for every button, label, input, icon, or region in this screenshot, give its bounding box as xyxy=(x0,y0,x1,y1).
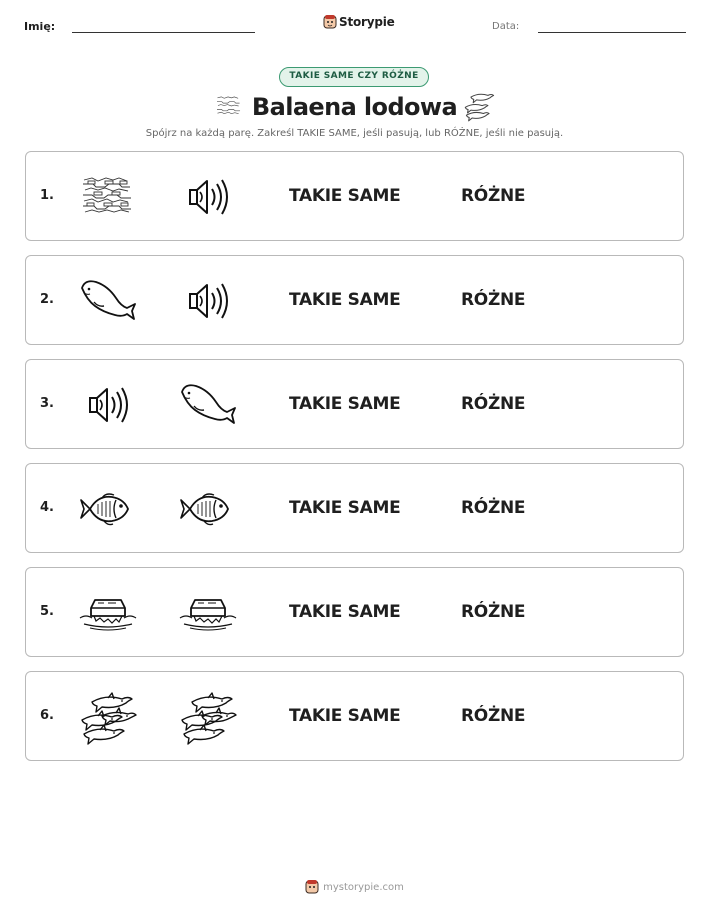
option-same[interactable]: TAKIE SAME xyxy=(289,394,401,414)
footer-url[interactable]: mystorypie.com xyxy=(323,881,404,893)
activity-type-badge: TAKIE SAME CZY RÓŻNE xyxy=(279,67,429,87)
dolphins-icon xyxy=(78,692,138,742)
speaker-icon xyxy=(178,172,238,222)
speaker-icon xyxy=(78,380,138,430)
page-title: Balaena lodowa xyxy=(251,93,458,121)
option-different[interactable]: RÓŻNE xyxy=(461,290,526,310)
option-different[interactable]: RÓŻNE xyxy=(461,498,526,518)
option-different[interactable]: RÓŻNE xyxy=(461,394,526,414)
option-same[interactable]: TAKIE SAME xyxy=(289,602,401,622)
date-field-line[interactable] xyxy=(538,32,686,33)
question-row xyxy=(25,567,684,657)
fish-icon xyxy=(178,484,238,534)
question-number: 6. xyxy=(40,708,54,723)
worksheet-header xyxy=(0,14,709,44)
brand-name: Storypie xyxy=(339,15,395,29)
dolphins-icon xyxy=(463,91,497,123)
question-number: 1. xyxy=(40,188,54,203)
fish-icon xyxy=(78,484,138,534)
question-number: 2. xyxy=(40,292,54,307)
option-same[interactable]: TAKIE SAME xyxy=(289,186,401,206)
storypie-logo-icon xyxy=(305,879,319,895)
title-row xyxy=(0,91,709,125)
option-same[interactable]: TAKIE SAME xyxy=(289,498,401,518)
speaker-icon xyxy=(178,276,238,326)
beluga-whale-icon xyxy=(178,380,238,430)
dolphins-icon xyxy=(178,692,238,742)
question-row xyxy=(25,671,684,761)
question-number: 3. xyxy=(40,396,54,411)
question-row xyxy=(25,463,684,553)
beluga-whale-icon xyxy=(78,276,138,326)
option-same[interactable]: TAKIE SAME xyxy=(289,706,401,726)
question-number: 5. xyxy=(40,604,54,619)
option-different[interactable]: RÓŻNE xyxy=(461,706,526,726)
question-row xyxy=(25,151,684,241)
option-different[interactable]: RÓŻNE xyxy=(461,186,526,206)
option-different[interactable]: RÓŻNE xyxy=(461,602,526,622)
brand-logo xyxy=(323,14,395,30)
instructions: Spójrz na każdą parę. Zakreśl TAKIE SAME, jeśli pasują, lub RÓŻNE, jeśli nie pasują. xyxy=(145,128,564,139)
storypie-logo-icon xyxy=(323,14,337,30)
name-label: Imię: xyxy=(24,20,56,33)
question-row xyxy=(25,255,684,345)
date-label: Data: xyxy=(492,21,520,32)
name-field-line[interactable] xyxy=(72,32,255,33)
ice-pattern-icon xyxy=(78,172,138,222)
question-row xyxy=(25,359,684,449)
footer xyxy=(0,879,709,895)
question-number: 4. xyxy=(40,500,54,515)
ice-floe-icon xyxy=(78,588,138,638)
option-same[interactable]: TAKIE SAME xyxy=(289,290,401,310)
ice-floe-icon xyxy=(178,588,238,638)
